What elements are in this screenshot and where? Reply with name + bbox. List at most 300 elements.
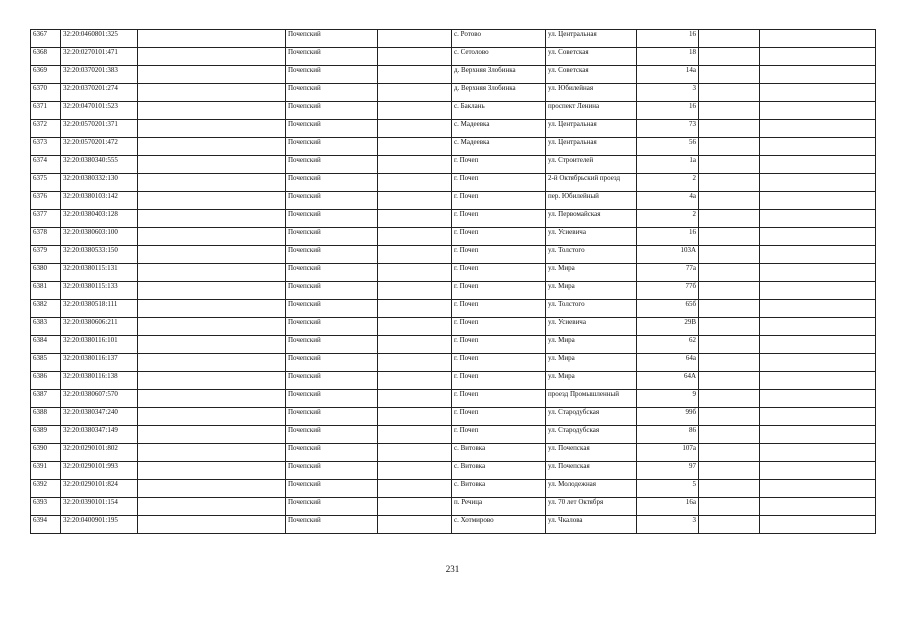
cadastral-number-cell: 32:20:0380103:142 (61, 192, 138, 210)
street-cell: ул. Мира (546, 336, 637, 354)
street-cell: 2-й Октябрьский проезд (546, 174, 637, 192)
district-cell: Почепский (286, 480, 378, 498)
row-number-cell: 6377 (31, 210, 61, 228)
table-row (31, 102, 876, 120)
blank-cell-cell (378, 462, 452, 480)
blank-cell-cell (138, 156, 286, 174)
house-number-cell: 3 (637, 516, 699, 534)
blank-cell-cell (760, 246, 876, 264)
house-number-cell: 29В (637, 318, 699, 336)
row-number-cell: 6371 (31, 102, 61, 120)
blank-cell-cell (138, 372, 286, 390)
blank-cell-cell (760, 336, 876, 354)
street-cell: ул. Советская (546, 66, 637, 84)
street-cell: ул. Толстого (546, 246, 637, 264)
blank-cell-cell (138, 264, 286, 282)
street-cell: ул. Молодежная (546, 480, 637, 498)
cadastral-number-cell: 32:20:0570201:371 (61, 120, 138, 138)
settlement-cell: с. Мадеевка (452, 120, 546, 138)
house-number-cell: 77б (637, 282, 699, 300)
row-number-cell: 6389 (31, 426, 61, 444)
blank-cell-cell (378, 174, 452, 192)
blank-cell-cell (699, 372, 760, 390)
row-number-cell: 6383 (31, 318, 61, 336)
blank-cell-cell (760, 516, 876, 534)
house-number-cell: 4а (637, 192, 699, 210)
blank-cell-cell (378, 30, 452, 48)
house-number-cell: 2 (637, 210, 699, 228)
district-cell: Почепский (286, 408, 378, 426)
blank-cell-cell (699, 210, 760, 228)
settlement-cell: г. Почеп (452, 300, 546, 318)
table-row (31, 426, 876, 444)
district-cell: Почепский (286, 282, 378, 300)
settlement-cell: г. Почеп (452, 372, 546, 390)
blank-cell-cell (760, 138, 876, 156)
settlement-cell: д. Верхняя Злобинка (452, 66, 546, 84)
row-number-cell: 6369 (31, 66, 61, 84)
blank-cell-cell (699, 30, 760, 48)
cadastral-number-cell: 32:20:0290101:802 (61, 444, 138, 462)
cadastral-number-cell: 32:20:0570201:472 (61, 138, 138, 156)
row-number-cell: 6385 (31, 354, 61, 372)
blank-cell-cell (699, 192, 760, 210)
blank-cell-cell (138, 408, 286, 426)
blank-cell-cell (378, 480, 452, 498)
blank-cell-cell (760, 192, 876, 210)
street-cell: ул. Мира (546, 264, 637, 282)
blank-cell-cell (378, 516, 452, 534)
district-cell: Почепский (286, 120, 378, 138)
settlement-cell: с. Баклань (452, 102, 546, 120)
row-number-cell: 6381 (31, 282, 61, 300)
district-cell: Почепский (286, 516, 378, 534)
blank-cell-cell (760, 282, 876, 300)
cadastral-number-cell: 32:20:0380606:211 (61, 318, 138, 336)
blank-cell-cell (138, 174, 286, 192)
settlement-cell: г. Почеп (452, 336, 546, 354)
settlement-cell: с. Ротово (452, 30, 546, 48)
cadastral-number-cell: 32:20:0380603:100 (61, 228, 138, 246)
street-cell: ул. Строителей (546, 156, 637, 174)
blank-cell-cell (699, 174, 760, 192)
table-row (31, 264, 876, 282)
table-row (31, 372, 876, 390)
house-number-cell: 62 (637, 336, 699, 354)
row-number-cell: 6372 (31, 120, 61, 138)
house-number-cell: 18 (637, 48, 699, 66)
house-number-cell: 5 (637, 480, 699, 498)
blank-cell-cell (138, 228, 286, 246)
district-cell: Почепский (286, 102, 378, 120)
blank-cell-cell (760, 156, 876, 174)
table-row (31, 48, 876, 66)
cadastral-number-cell: 32:20:0380347:240 (61, 408, 138, 426)
blank-cell-cell (138, 120, 286, 138)
blank-cell-cell (760, 210, 876, 228)
settlement-cell: г. Почеп (452, 390, 546, 408)
district-cell: Почепский (286, 264, 378, 282)
settlement-cell: г. Почеп (452, 264, 546, 282)
blank-cell-cell (138, 462, 286, 480)
cadastral-number-cell: 32:20:0470101:523 (61, 102, 138, 120)
table-row (31, 516, 876, 534)
house-number-cell: 97 (637, 462, 699, 480)
house-number-cell: 64А (637, 372, 699, 390)
street-cell: проезд Промышленный (546, 390, 637, 408)
street-cell: ул. Толстого (546, 300, 637, 318)
cadastral-number-cell: 32:20:0380115:131 (61, 264, 138, 282)
blank-cell-cell (138, 48, 286, 66)
blank-cell-cell (378, 192, 452, 210)
blank-cell-cell (378, 336, 452, 354)
row-number-cell: 6391 (31, 462, 61, 480)
row-number-cell: 6380 (31, 264, 61, 282)
house-number-cell: 86 (637, 426, 699, 444)
settlement-cell: г. Почеп (452, 228, 546, 246)
settlement-cell: г. Почеп (452, 408, 546, 426)
blank-cell-cell (760, 264, 876, 282)
blank-cell-cell (699, 408, 760, 426)
table-row (31, 228, 876, 246)
row-number-cell: 6394 (31, 516, 61, 534)
cadastral-number-cell: 32:20:0390101:154 (61, 498, 138, 516)
house-number-cell: 9 (637, 390, 699, 408)
street-cell: ул. Центральная (546, 120, 637, 138)
blank-cell-cell (699, 498, 760, 516)
cadastral-number-cell: 32:20:0380533:150 (61, 246, 138, 264)
table-row (31, 498, 876, 516)
blank-cell-cell (138, 66, 286, 84)
blank-cell-cell (760, 372, 876, 390)
street-cell: ул. Центральная (546, 30, 637, 48)
street-cell: ул. Усиевича (546, 318, 637, 336)
settlement-cell: с. Витовка (452, 480, 546, 498)
district-cell: Почепский (286, 318, 378, 336)
cadastral-number-cell: 32:20:0400901:195 (61, 516, 138, 534)
blank-cell-cell (699, 300, 760, 318)
table-row (31, 300, 876, 318)
row-number-cell: 6373 (31, 138, 61, 156)
blank-cell-cell (760, 318, 876, 336)
blank-cell-cell (699, 66, 760, 84)
street-cell: ул. Чкалова (546, 516, 637, 534)
cadastral-number-cell: 32:20:0370201:383 (61, 66, 138, 84)
blank-cell-cell (378, 102, 452, 120)
house-number-cell: 16 (637, 102, 699, 120)
district-cell: Почепский (286, 192, 378, 210)
blank-cell-cell (138, 498, 286, 516)
district-cell: Почепский (286, 390, 378, 408)
cadastral-number-cell: 32:20:0270101:471 (61, 48, 138, 66)
blank-cell-cell (378, 156, 452, 174)
blank-cell-cell (378, 282, 452, 300)
row-number-cell: 6370 (31, 84, 61, 102)
table-body (31, 30, 876, 534)
blank-cell-cell (138, 102, 286, 120)
house-number-cell: 14а (637, 66, 699, 84)
blank-cell-cell (138, 246, 286, 264)
table-row (31, 246, 876, 264)
blank-cell-cell (760, 48, 876, 66)
district-cell: Почепский (286, 228, 378, 246)
district-cell: Почепский (286, 444, 378, 462)
blank-cell-cell (138, 210, 286, 228)
blank-cell-cell (138, 390, 286, 408)
blank-cell-cell (699, 354, 760, 372)
blank-cell-cell (760, 84, 876, 102)
blank-cell-cell (378, 138, 452, 156)
blank-cell-cell (378, 210, 452, 228)
blank-cell-cell (378, 300, 452, 318)
settlement-cell: с. Сетолово (452, 48, 546, 66)
property-register-table (30, 29, 876, 534)
cadastral-number-cell: 32:20:0290101:993 (61, 462, 138, 480)
street-cell: ул. Юбилейная (546, 84, 637, 102)
blank-cell-cell (138, 282, 286, 300)
cadastral-number-cell: 32:20:0380340:555 (61, 156, 138, 174)
blank-cell-cell (138, 84, 286, 102)
blank-cell-cell (760, 174, 876, 192)
blank-cell-cell (378, 318, 452, 336)
row-number-cell: 6379 (31, 246, 61, 264)
blank-cell-cell (760, 354, 876, 372)
district-cell: Почепский (286, 354, 378, 372)
street-cell: ул. Почепская (546, 444, 637, 462)
cadastral-number-cell: 32:20:0460801:325 (61, 30, 138, 48)
cadastral-number-cell: 32:20:0380403:128 (61, 210, 138, 228)
blank-cell-cell (378, 408, 452, 426)
blank-cell-cell (699, 156, 760, 174)
street-cell: проспект Ленина (546, 102, 637, 120)
table-row (31, 156, 876, 174)
blank-cell-cell (378, 48, 452, 66)
house-number-cell: 2 (637, 174, 699, 192)
house-number-cell: 16 (637, 228, 699, 246)
district-cell: Почепский (286, 372, 378, 390)
cadastral-number-cell: 32:20:0380116:101 (61, 336, 138, 354)
table-row (31, 120, 876, 138)
table-row (31, 354, 876, 372)
district-cell: Почепский (286, 462, 378, 480)
street-cell: ул. Почепская (546, 462, 637, 480)
street-cell: ул. Первомайская (546, 210, 637, 228)
district-cell: Почепский (286, 66, 378, 84)
cadastral-number-cell: 32:20:0380332:130 (61, 174, 138, 192)
cadastral-number-cell: 32:20:0290101:824 (61, 480, 138, 498)
blank-cell-cell (138, 318, 286, 336)
house-number-cell: 16 (637, 30, 699, 48)
table-row (31, 390, 876, 408)
district-cell: Почепский (286, 498, 378, 516)
table-row (31, 282, 876, 300)
settlement-cell: п. Речица (452, 498, 546, 516)
blank-cell-cell (760, 498, 876, 516)
blank-cell-cell (699, 318, 760, 336)
blank-cell-cell (699, 462, 760, 480)
blank-cell-cell (138, 444, 286, 462)
row-number-cell: 6382 (31, 300, 61, 318)
blank-cell-cell (138, 300, 286, 318)
row-number-cell: 6375 (31, 174, 61, 192)
district-cell: Почепский (286, 156, 378, 174)
settlement-cell: г. Почеп (452, 354, 546, 372)
house-number-cell: 99б (637, 408, 699, 426)
blank-cell-cell (760, 444, 876, 462)
blank-cell-cell (699, 282, 760, 300)
settlement-cell: г. Почеп (452, 426, 546, 444)
table-row (31, 210, 876, 228)
table-row (31, 138, 876, 156)
blank-cell-cell (378, 498, 452, 516)
blank-cell-cell (699, 390, 760, 408)
blank-cell-cell (138, 480, 286, 498)
cadastral-number-cell: 32:20:0370201:274 (61, 84, 138, 102)
settlement-cell: с. Мадеевка (452, 138, 546, 156)
blank-cell-cell (378, 264, 452, 282)
table-row (31, 192, 876, 210)
blank-cell-cell (699, 516, 760, 534)
blank-cell-cell (378, 426, 452, 444)
cadastral-number-cell: 32:20:0380607:570 (61, 390, 138, 408)
house-number-cell: 1а (637, 156, 699, 174)
row-number-cell: 6392 (31, 480, 61, 498)
street-cell: ул. Стародубская (546, 408, 637, 426)
row-number-cell: 6393 (31, 498, 61, 516)
blank-cell-cell (378, 84, 452, 102)
district-cell: Почепский (286, 138, 378, 156)
blank-cell-cell (760, 66, 876, 84)
settlement-cell: г. Почеп (452, 318, 546, 336)
street-cell: ул. Усиевича (546, 228, 637, 246)
street-cell: ул. Центральная (546, 138, 637, 156)
blank-cell-cell (760, 390, 876, 408)
settlement-cell: г. Почеп (452, 174, 546, 192)
blank-cell-cell (378, 228, 452, 246)
district-cell: Почепский (286, 210, 378, 228)
row-number-cell: 6374 (31, 156, 61, 174)
cadastral-number-cell: 32:20:0380116:137 (61, 354, 138, 372)
table-row (31, 318, 876, 336)
row-number-cell: 6384 (31, 336, 61, 354)
row-number-cell: 6387 (31, 390, 61, 408)
house-number-cell: 3 (637, 84, 699, 102)
house-number-cell: 16а (637, 498, 699, 516)
settlement-cell: г. Почеп (452, 282, 546, 300)
district-cell: Почепский (286, 48, 378, 66)
blank-cell-cell (699, 246, 760, 264)
district-cell: Почепский (286, 336, 378, 354)
street-cell: ул. Мира (546, 372, 637, 390)
table-row (31, 462, 876, 480)
cadastral-number-cell: 32:20:0380115:133 (61, 282, 138, 300)
blank-cell-cell (378, 390, 452, 408)
settlement-cell: г. Почеп (452, 210, 546, 228)
blank-cell-cell (138, 354, 286, 372)
blank-cell-cell (699, 102, 760, 120)
blank-cell-cell (760, 120, 876, 138)
blank-cell-cell (378, 66, 452, 84)
blank-cell-cell (378, 372, 452, 390)
blank-cell-cell (138, 192, 286, 210)
house-number-cell: 65б (637, 300, 699, 318)
house-number-cell: 77а (637, 264, 699, 282)
settlement-cell: г. Почеп (452, 156, 546, 174)
house-number-cell: 107а (637, 444, 699, 462)
blank-cell-cell (760, 462, 876, 480)
house-number-cell: 64а (637, 354, 699, 372)
blank-cell-cell (699, 444, 760, 462)
blank-cell-cell (378, 444, 452, 462)
cadastral-number-cell: 32:20:0380347:149 (61, 426, 138, 444)
blank-cell-cell (760, 300, 876, 318)
street-cell: ул. Советская (546, 48, 637, 66)
settlement-cell: с. Витовка (452, 462, 546, 480)
row-number-cell: 6378 (31, 228, 61, 246)
table-row (31, 66, 876, 84)
street-cell: ул. Мира (546, 354, 637, 372)
blank-cell-cell (378, 246, 452, 264)
blank-cell-cell (699, 426, 760, 444)
settlement-cell: г. Почеп (452, 246, 546, 264)
blank-cell-cell (378, 354, 452, 372)
blank-cell-cell (699, 48, 760, 66)
settlement-cell: д. Верхняя Злобинка (452, 84, 546, 102)
house-number-cell: 56 (637, 138, 699, 156)
blank-cell-cell (760, 30, 876, 48)
settlement-cell: с. Витовка (452, 444, 546, 462)
house-number-cell: 73 (637, 120, 699, 138)
district-cell: Почепский (286, 30, 378, 48)
table-row (31, 336, 876, 354)
table-row (31, 174, 876, 192)
row-number-cell: 6368 (31, 48, 61, 66)
cadastral-number-cell: 32:20:0380518:111 (61, 300, 138, 318)
blank-cell-cell (760, 426, 876, 444)
blank-cell-cell (378, 120, 452, 138)
blank-cell-cell (138, 426, 286, 444)
cadastral-number-cell: 32:20:0380116:138 (61, 372, 138, 390)
street-cell: ул. Стародубская (546, 426, 637, 444)
blank-cell-cell (760, 102, 876, 120)
street-cell: пер. Юбилейный (546, 192, 637, 210)
district-cell: Почепский (286, 426, 378, 444)
house-number-cell: 103А (637, 246, 699, 264)
row-number-cell: 6376 (31, 192, 61, 210)
row-number-cell: 6367 (31, 30, 61, 48)
blank-cell-cell (138, 516, 286, 534)
blank-cell-cell (138, 336, 286, 354)
blank-cell-cell (138, 30, 286, 48)
row-number-cell: 6388 (31, 408, 61, 426)
table-row (31, 444, 876, 462)
district-cell: Почепский (286, 300, 378, 318)
table-row (31, 408, 876, 426)
district-cell: Почепский (286, 246, 378, 264)
blank-cell-cell (760, 408, 876, 426)
blank-cell-cell (760, 480, 876, 498)
row-number-cell: 6386 (31, 372, 61, 390)
settlement-cell: г. Почеп (452, 192, 546, 210)
blank-cell-cell (699, 228, 760, 246)
blank-cell-cell (699, 84, 760, 102)
district-cell: Почепский (286, 84, 378, 102)
street-cell: ул. 70 лет Октября (546, 498, 637, 516)
blank-cell-cell (699, 264, 760, 282)
blank-cell-cell (760, 228, 876, 246)
blank-cell-cell (699, 120, 760, 138)
table-row (31, 30, 876, 48)
